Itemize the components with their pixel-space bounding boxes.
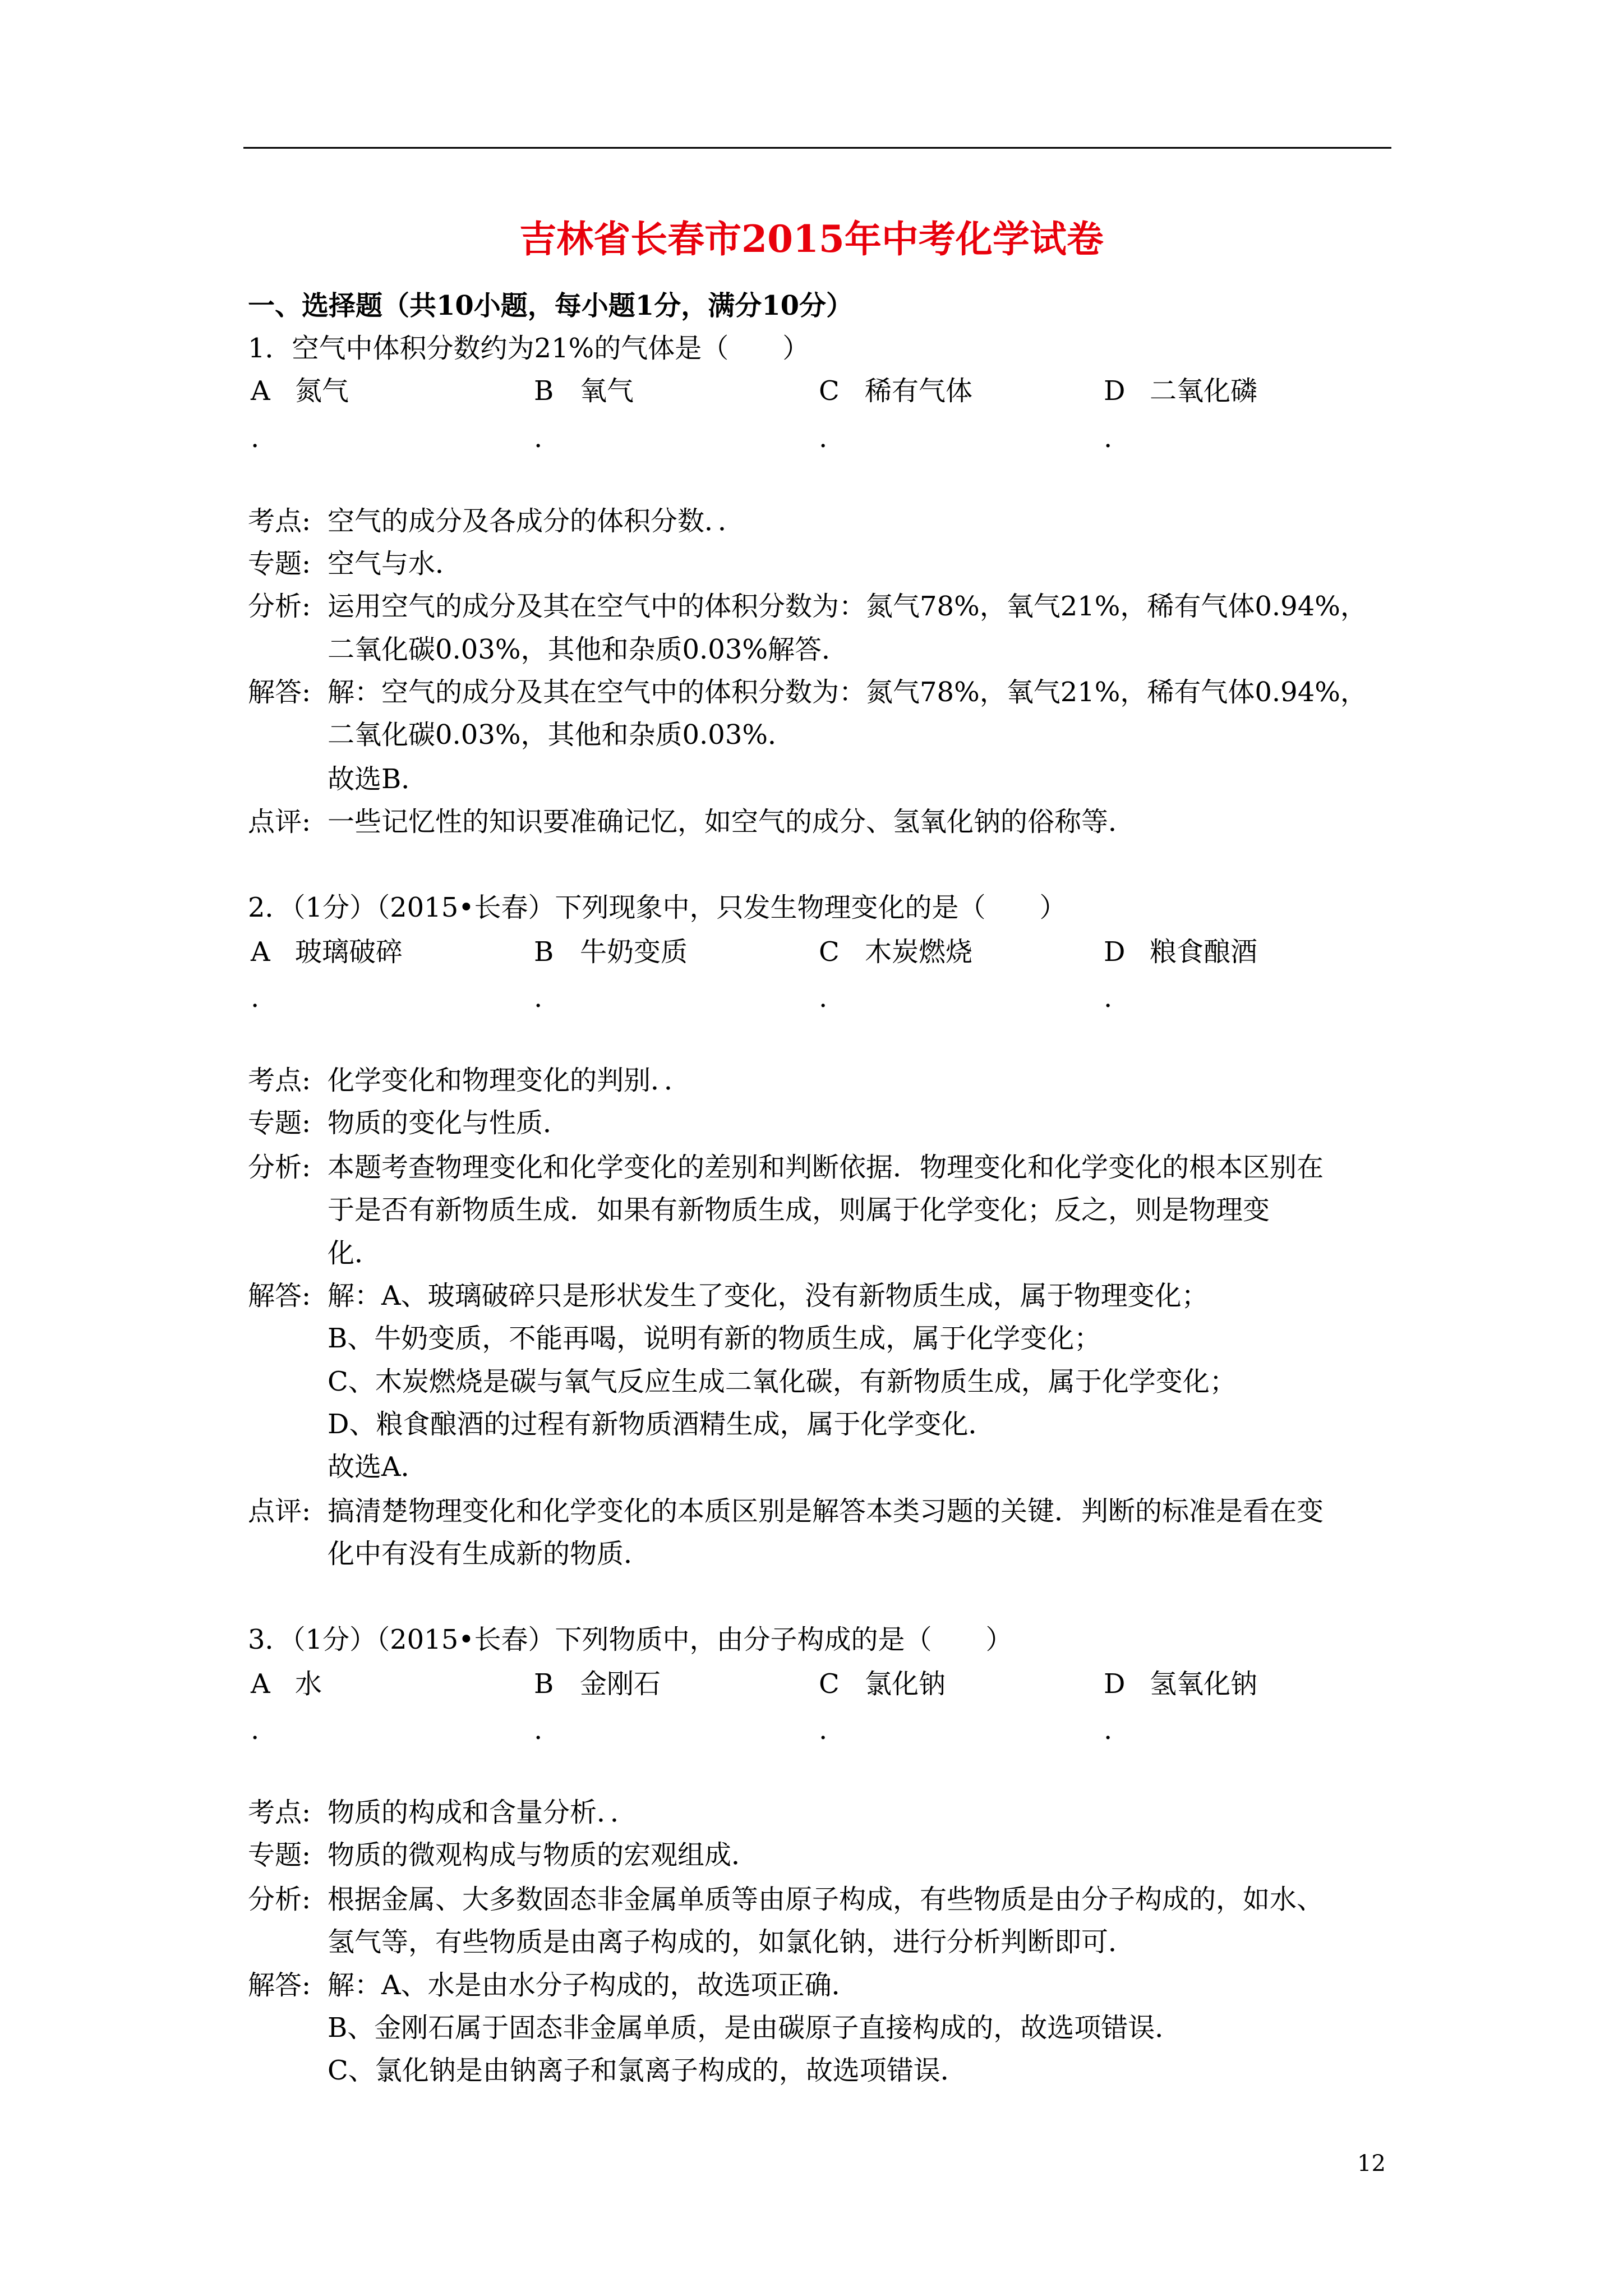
fenxi-line: 于是否有新物质生成．如果有新物质生成，则属于化学变化；反之，则是物理变 (328, 1194, 1270, 1226)
kaodian-text: 物质的构成和含量分析．． (328, 1797, 638, 1828)
fenxi-line: 二氧化碳0.03%，其他和杂质0.03%解答． (328, 634, 849, 665)
fenxi-label: 分析: (248, 1152, 311, 1183)
option-letter: C (819, 375, 840, 407)
jieda-line: D、粮食酿酒的过程有新物质酒精生成，属于化学变化． (328, 1409, 995, 1440)
option-dot: . (1104, 982, 1113, 1014)
section-heading: 一、选择题（共10小题，每小题1分，满分10分） (248, 290, 853, 321)
zhuanti-text: 物质的微观构成与物质的宏观组成． (328, 1839, 759, 1871)
fenxi-label: 分析: (248, 591, 311, 622)
jieda-line: B、金刚石属于固态非金属单质，是由碳原子直接构成的，故选项错误． (328, 2012, 1182, 2044)
question-1-stem: 1．空气中体积分数约为21%的气体是（ ） (248, 333, 810, 364)
option-letter: D (1104, 375, 1126, 407)
option-text: 牛奶变质 (580, 936, 688, 968)
dianping-label: 点评: (248, 1496, 311, 1527)
option-dot: . (819, 982, 828, 1014)
option-text: 氮气 (295, 375, 349, 407)
option-dot: . (1104, 1714, 1113, 1746)
option-text: 二氧化磷 (1150, 375, 1258, 407)
question-3-stem: 3．（1分）（2015•长春）下列物质中，由分子构成的是（ ） (248, 1624, 1013, 1655)
jieda-line: 解：A、玻璃破碎只是形状发生了变化，没有新物质生成，属于物理变化； (328, 1280, 1209, 1312)
kaodian-label: 考点: (248, 1065, 311, 1096)
option-letter: B (534, 936, 554, 968)
option-letter: B (534, 1668, 554, 1700)
jieda-label: 解答: (248, 677, 311, 708)
option-dot: . (819, 422, 828, 454)
option-dot: . (819, 1714, 828, 1746)
jieda-line: C、氯化钠是由钠离子和氯离子构成的，故选项错误． (328, 2055, 967, 2086)
jieda-line: 解：空气的成分及其在空气中的体积分数为：氮气78%，氧气21%，稀有气体0.94%， (328, 677, 1367, 708)
option-text: 木炭燃烧 (865, 936, 973, 968)
option-dot: . (1104, 422, 1113, 454)
option-letter: C (819, 1668, 840, 1700)
fenxi-line: 根据金属、大多数固态非金属单质等由原子构成，有些物质是由分子构成的，如水、 (328, 1884, 1324, 1915)
option-dot: . (534, 422, 543, 454)
option-letter: A (251, 1668, 270, 1700)
zhuanti-label: 专题: (248, 1839, 311, 1871)
jieda-line: C、木炭燃烧是碳与氧气反应生成二氧化碳，有新物质生成，属于化学变化； (328, 1366, 1237, 1397)
kaodian-label: 考点: (248, 505, 311, 537)
fenxi-label: 分析: (248, 1884, 311, 1915)
dianping-line: 化中有没有生成新的物质． (328, 1538, 651, 1570)
dianping-line: 搞清楚物理变化和化学变化的本质区别是解答本类习题的关键．判断的标准是看在变 (328, 1496, 1324, 1527)
document-title: 吉林省长春市2015年中考化学试卷 (519, 217, 1104, 261)
jieda-line: 解：A、水是由水分子构成的，故选项正确． (328, 1970, 859, 2001)
zhuanti-text: 空气与水． (328, 548, 463, 579)
option-dot: . (534, 982, 543, 1014)
zhuanti-label: 专题: (248, 548, 311, 579)
fenxi-line: 氢气等，有些物质是由离子构成的，如氯化钠，进行分析判断即可． (328, 1926, 1136, 1958)
option-dot: . (251, 422, 260, 454)
fenxi-line: 本题考查物理变化和化学变化的差别和判断依据．物理变化和化学变化的根本区别在 (328, 1152, 1324, 1183)
option-text: 氯化钠 (865, 1668, 946, 1700)
kaodian-text: 化学变化和物理变化的判别．． (328, 1065, 691, 1096)
jieda-label: 解答: (248, 1280, 311, 1312)
jieda-line: 二氧化碳0.03%，其他和杂质0.03%． (328, 719, 795, 751)
option-dot: . (251, 1714, 260, 1746)
kaodian-label: 考点: (248, 1797, 311, 1828)
option-text: 氢氧化钠 (1150, 1668, 1258, 1700)
kaodian-text: 空气的成分及各成分的体积分数．． (328, 505, 745, 537)
question-2-stem: 2．（1分）（2015•长春）下列现象中，只发生物理变化的是（ ） (248, 892, 1067, 923)
option-letter: A (251, 375, 270, 407)
option-letter: C (819, 936, 840, 968)
option-text: 氧气 (580, 375, 634, 407)
dianping-line: 一些记忆性的知识要准确记忆，如空气的成分、氢氧化钠的俗称等． (328, 806, 1136, 838)
option-text: 粮食酿酒 (1150, 936, 1258, 968)
dianping-label: 点评: (248, 806, 311, 838)
header-rule (243, 147, 1391, 149)
jieda-label: 解答: (248, 1970, 311, 2001)
option-letter: A (251, 936, 270, 968)
option-text: 稀有气体 (865, 375, 973, 407)
option-dot: . (251, 982, 260, 1014)
option-text: 玻璃破碎 (295, 936, 403, 968)
jieda-line: B、牛奶变质，不能再喝，说明有新的物质生成，属于化学变化； (328, 1323, 1101, 1354)
jieda-line: 故选B． (328, 763, 428, 795)
option-dot: . (534, 1714, 543, 1746)
option-text: 金刚石 (580, 1668, 661, 1700)
page-number: 12 (1357, 2151, 1386, 2177)
option-letter: D (1104, 936, 1126, 968)
zhuanti-label: 专题: (248, 1107, 311, 1139)
jieda-line: 故选A． (328, 1451, 428, 1483)
option-text: 水 (295, 1668, 322, 1700)
fenxi-line: 化． (328, 1237, 382, 1269)
fenxi-line: 运用空气的成分及其在空气中的体积分数为：氮气78%，氧气21%，稀有气体0.94%， (328, 591, 1367, 622)
option-letter: B (534, 375, 554, 407)
option-letter: D (1104, 1668, 1126, 1700)
zhuanti-text: 物质的变化与性质． (328, 1107, 570, 1139)
